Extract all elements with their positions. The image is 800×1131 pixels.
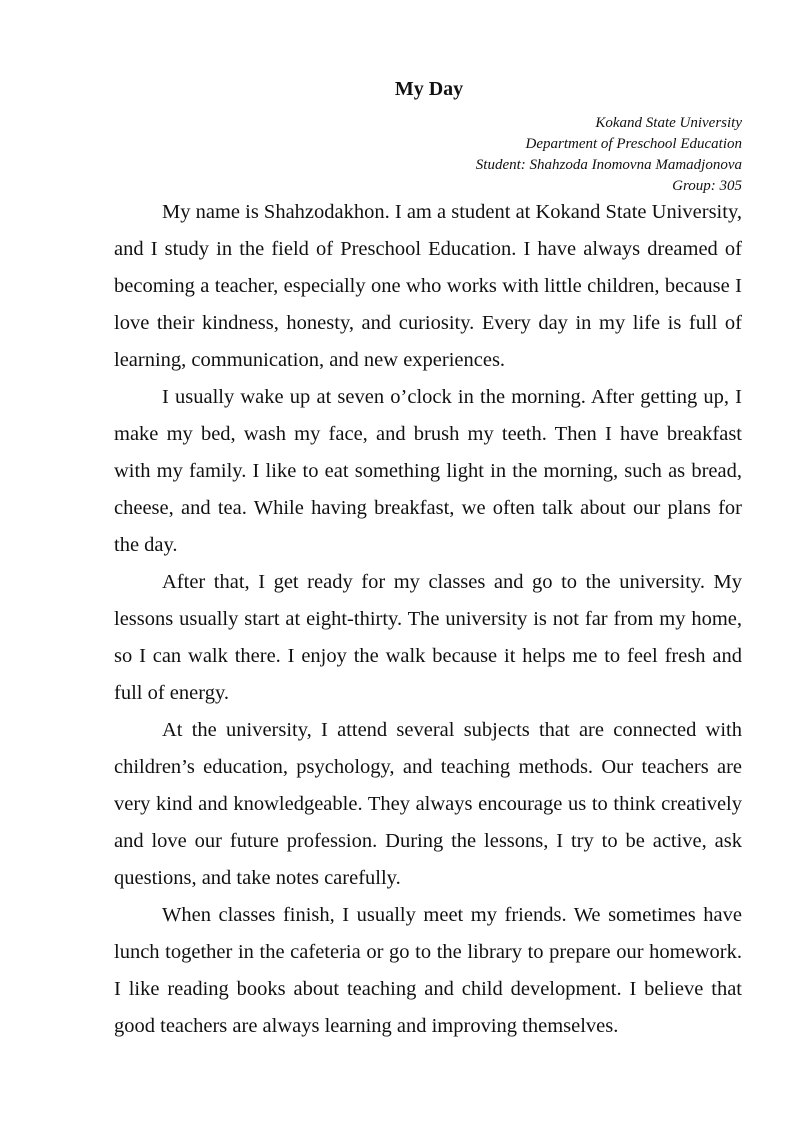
header-department: Department of Preschool Education [525, 136, 742, 152]
header-university: Kokand State University [595, 115, 742, 131]
document-title: My Day [394, 78, 464, 100]
paragraph-5: When classes finish, I usually meet my friends. We sometimes have lunch together in the cafeteria or go to the library to prepare our homework. I like reading books about teaching and child development. I believe that good teachers are always learning and improving themselves. [114, 904, 742, 1037]
author-header [242, 113, 742, 197]
paragraph-4: At the university, I attend several subjects that are connected with children’s education, psychology, and teaching methods. Our teachers are very kind and knowledgeable. They always encourage us to think creatively and love our future profession. During the lessons, I try to be active, ask questions, and take notes carefully. [114, 719, 742, 889]
header-group: Group: 305 [672, 178, 742, 194]
essay-body [114, 194, 742, 1045]
paragraph-3: After that, I get ready for my classes and go to the university. My lessons usually start at eight-thirty. The university is not far from my home, so I can walk there. I enjoy the walk because it helps me to feel fresh and full of energy. [114, 571, 742, 704]
header-student: Student: Shahzoda Inomovna Mamadjonova [475, 157, 742, 173]
paragraph-1: My name is Shahzodakhon. I am a student at Kokand State University, and I study in the field of Preschool Education. I have always dreamed of becoming a teacher, especially one who works with little children, because I love their kindness, honesty, and curiosity. Every day in my life is full of learning, communication, and new experiences. [114, 201, 742, 371]
paragraph-2: I usually wake up at seven o’clock in the morning. After getting up, I make my bed, wash my face, and brush my teeth. Then I have breakfast with my family. I like to eat something light in the morning, such as bread, cheese, and tea. While having breakfast, we often talk about our plans for the day. [114, 386, 742, 556]
